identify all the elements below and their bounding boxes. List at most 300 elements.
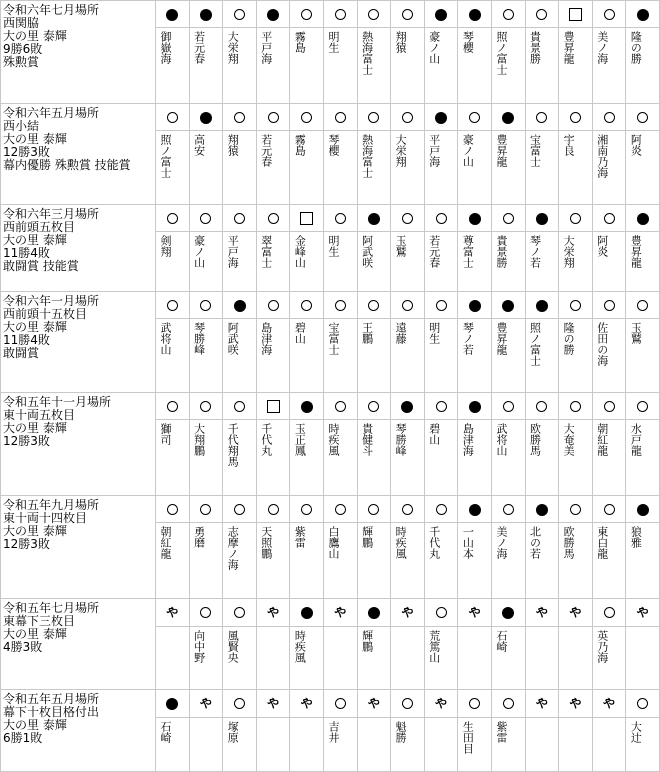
loss-mark — [167, 112, 178, 123]
day-result-cell — [290, 496, 324, 523]
opponent-name[interactable]: 湘南乃海 — [595, 134, 609, 178]
loss-mark — [503, 698, 514, 709]
basho-info-line: 西小結 — [3, 119, 40, 133]
opponent-name[interactable]: 千代翔馬 — [226, 423, 240, 467]
opponent-name[interactable]: 照ノ富士 — [528, 322, 542, 366]
opponent-cell — [491, 28, 525, 104]
loss-mark — [234, 607, 245, 618]
loss-mark — [604, 401, 615, 412]
loss-mark — [503, 401, 514, 412]
opponent-name[interactable]: 獅司 — [159, 423, 173, 445]
opponent-cell — [559, 232, 593, 292]
opponent-name[interactable]: 風賢央 — [226, 629, 240, 663]
day-result-cell — [592, 292, 626, 319]
opponent-name[interactable]: 隆の勝 — [562, 322, 576, 355]
opponent-name[interactable]: 狼雅 — [629, 526, 643, 548]
opponent-cell — [592, 28, 626, 104]
opponent-cell — [290, 626, 324, 690]
day-result-cell — [559, 205, 593, 232]
opponent-cell — [626, 319, 660, 393]
opponent-name[interactable]: 若元春 — [259, 134, 273, 167]
opponent-cell — [525, 523, 559, 599]
win-mark — [502, 300, 514, 312]
day-result-cell — [323, 393, 357, 420]
win-mark — [401, 401, 413, 413]
opponent-name[interactable]: 阿武咲 — [226, 322, 240, 355]
opponent-cell — [323, 319, 357, 393]
table-body — [1, 1, 660, 772]
yasumi-mark: や — [367, 696, 380, 711]
win-mark — [166, 698, 178, 710]
opponent-name[interactable]: 霧島 — [293, 134, 307, 156]
opponent-name[interactable]: 時疾風 — [326, 423, 340, 456]
opponent-cell — [559, 626, 593, 690]
opponent-cell — [458, 523, 492, 599]
opponent-cell — [223, 523, 257, 599]
opponent-name[interactable]: 明生 — [326, 31, 340, 53]
opponent-cell — [323, 28, 357, 104]
loss-mark — [268, 112, 279, 123]
opponent-name[interactable]: 紫雷 — [293, 526, 307, 548]
day-result-cell — [525, 292, 559, 319]
opponent-name[interactable]: 翠富士 — [259, 235, 273, 268]
day-result-cell — [424, 496, 458, 523]
opponent-cell — [626, 523, 660, 599]
opponent-name[interactable]: 大翔鵬 — [192, 423, 206, 456]
loss-mark — [637, 300, 648, 311]
loss-mark — [436, 607, 447, 618]
opponent-name[interactable]: 石崎 — [494, 629, 508, 652]
fusen-mark — [267, 400, 280, 413]
day-result-cell — [189, 393, 223, 420]
basho-info-line: 大の里 泰輝 — [3, 132, 67, 146]
loss-mark — [436, 213, 447, 224]
opponent-name[interactable]: 金峰山 — [293, 235, 307, 268]
loss-mark — [402, 112, 413, 123]
opponent-name[interactable]: 魁勝 — [394, 720, 408, 743]
opponent-cell — [626, 717, 660, 772]
day-result-cell — [156, 104, 190, 131]
opponent-name[interactable]: 荒篤山 — [427, 629, 441, 663]
yasumi-mark: や — [603, 696, 616, 711]
opponent-name[interactable]: 宝富士 — [326, 322, 340, 355]
opponent-name[interactable]: 輝鵬 — [360, 526, 374, 548]
opponent-cell — [559, 28, 593, 104]
basho-info-line: 大の里 泰輝 — [3, 29, 67, 43]
opponent-name[interactable]: 貴健斗 — [360, 423, 374, 456]
win-mark — [267, 9, 279, 21]
opponent-cell — [323, 131, 357, 205]
opponent-cell — [525, 717, 559, 772]
day-result-cell — [391, 205, 425, 232]
opponent-name[interactable]: 天照鵬 — [259, 526, 273, 559]
opponent-cell — [458, 319, 492, 393]
basho-result-row — [1, 292, 660, 319]
opponent-cell — [458, 28, 492, 104]
opponent-name[interactable]: 向中野 — [192, 629, 206, 663]
opponent-name[interactable]: 大栄翔 — [562, 235, 576, 268]
day-result-cell — [424, 292, 458, 319]
opponent-name[interactable]: 平戸海 — [427, 134, 441, 167]
day-result-cell — [391, 599, 425, 627]
basho-info-line: 12勝3敗 — [3, 145, 50, 159]
opponent-name[interactable]: 玉正鳳 — [293, 423, 307, 456]
opponent-name[interactable]: 碧山 — [427, 423, 441, 445]
opponent-name[interactable]: 熱海富士 — [360, 31, 374, 75]
opponent-cell — [323, 523, 357, 599]
opponent-name[interactable]: 朝紅龍 — [595, 423, 609, 456]
opponent-cell — [189, 232, 223, 292]
opponent-cell — [458, 131, 492, 205]
day-result-cell — [559, 393, 593, 420]
day-result-cell — [491, 393, 525, 420]
day-result-cell — [424, 1, 458, 28]
opponent-name[interactable]: 英乃海 — [595, 629, 609, 663]
loss-mark — [200, 401, 211, 412]
opponent-name[interactable]: 遠藤 — [394, 322, 408, 344]
loss-mark — [402, 504, 413, 515]
opponent-name[interactable]: 東白龍 — [595, 526, 609, 559]
day-result-cell — [391, 292, 425, 319]
day-result-cell — [458, 393, 492, 420]
basho-info-line: 大の里 泰輝 — [3, 627, 67, 641]
loss-mark — [604, 213, 615, 224]
opponent-cell — [156, 523, 190, 599]
opponent-cell — [491, 319, 525, 393]
opponent-name[interactable]: 阿炎 — [629, 134, 643, 156]
opponent-cell — [491, 131, 525, 205]
opponent-cell — [391, 420, 425, 496]
opponent-name[interactable]: 生田目 — [461, 720, 475, 754]
basho-result-row — [1, 496, 660, 523]
opponent-name[interactable]: 千代丸 — [427, 526, 441, 559]
basho-info-line: 令和六年三月場所 — [3, 207, 100, 221]
opponent-name[interactable]: 明生 — [326, 235, 340, 257]
opponent-name[interactable]: 一山本 — [461, 526, 475, 559]
opponent-name[interactable]: 阿炎 — [595, 235, 609, 257]
basho-info-line: 大の里 泰輝 — [3, 233, 67, 247]
opponent-name[interactable]: 若元春 — [427, 235, 441, 268]
day-result-cell — [323, 690, 357, 718]
opponent-name[interactable]: 平戸海 — [226, 235, 240, 268]
opponent-cell — [424, 420, 458, 496]
day-result-cell — [290, 599, 324, 627]
loss-mark — [234, 698, 245, 709]
basho-info-line: 大の里 泰輝 — [3, 718, 67, 732]
day-result-cell — [256, 205, 290, 232]
win-mark — [469, 504, 481, 516]
basho-info-cell — [1, 393, 156, 496]
basho-info-line: 大の里 泰輝 — [3, 320, 67, 334]
win-mark — [435, 112, 447, 124]
opponent-name[interactable]: 尊富士 — [461, 235, 475, 268]
opponent-name[interactable]: 武将山 — [159, 322, 173, 355]
opponent-cell — [592, 420, 626, 496]
day-result-cell — [424, 393, 458, 420]
opponent-cell — [290, 232, 324, 292]
loss-mark — [637, 112, 648, 123]
opponent-cell — [458, 232, 492, 292]
opponent-name[interactable]: 豪ノ山 — [461, 134, 475, 167]
loss-mark — [436, 504, 447, 515]
opponent-cell — [223, 626, 257, 690]
day-result-cell — [357, 292, 391, 319]
opponent-cell — [156, 717, 190, 772]
day-result-cell — [592, 496, 626, 523]
loss-mark — [234, 504, 245, 515]
opponent-name[interactable]: 大栄翔 — [226, 31, 240, 64]
yasumi-mark: や — [636, 605, 649, 620]
opponent-name[interactable]: 勇磨 — [192, 526, 206, 548]
day-result-cell — [491, 292, 525, 319]
opponent-name[interactable]: 明生 — [427, 322, 441, 344]
day-result-cell — [357, 599, 391, 627]
loss-mark — [570, 112, 581, 123]
opponent-name[interactable]: 琴ノ若 — [461, 322, 475, 355]
basho-result-row — [1, 599, 660, 627]
opponent-cell — [626, 626, 660, 690]
opponent-name[interactable]: 豊昇龍 — [562, 31, 576, 64]
opponent-name[interactable]: 剣翔 — [159, 235, 173, 257]
opponent-name[interactable]: 武将山 — [494, 423, 508, 456]
day-result-cell — [290, 1, 324, 28]
day-result-cell — [357, 393, 391, 420]
opponent-name[interactable]: 美ノ海 — [595, 31, 609, 64]
opponent-name[interactable]: 若元春 — [192, 31, 206, 64]
opponent-cell — [559, 420, 593, 496]
loss-mark — [335, 213, 346, 224]
opponent-name[interactable]: 石崎 — [159, 720, 173, 743]
opponent-name[interactable]: 豊昇龍 — [494, 134, 508, 167]
opponent-cell — [559, 717, 593, 772]
day-result-cell — [491, 690, 525, 718]
loss-mark — [301, 504, 312, 515]
opponent-name[interactable]: 隆の勝 — [629, 31, 643, 64]
opponent-name[interactable]: 宇良 — [562, 134, 576, 156]
opponent-cell — [559, 319, 593, 393]
day-result-cell — [290, 393, 324, 420]
opponent-name[interactable]: 琴櫻 — [461, 31, 475, 53]
opponent-cell — [189, 420, 223, 496]
loss-mark — [536, 9, 547, 20]
day-result-cell — [626, 205, 660, 232]
loss-mark — [570, 401, 581, 412]
day-result-cell — [458, 599, 492, 627]
opponent-name[interactable]: 琴櫻 — [326, 134, 340, 156]
basho-info-cell — [1, 104, 156, 205]
opponent-cell — [592, 232, 626, 292]
day-result-cell — [256, 393, 290, 420]
yasumi-mark: や — [199, 696, 212, 711]
day-result-cell — [559, 104, 593, 131]
loss-mark — [536, 401, 547, 412]
loss-mark — [167, 300, 178, 311]
day-result-cell — [391, 690, 425, 718]
basho-result-row — [1, 393, 660, 420]
opponent-name[interactable]: 翔猿 — [226, 134, 240, 156]
day-result-cell — [491, 599, 525, 627]
opponent-name[interactable]: 霧島 — [293, 31, 307, 53]
opponent-name[interactable]: 豪ノ山 — [192, 235, 206, 268]
day-result-cell — [592, 205, 626, 232]
opponent-cell — [357, 626, 391, 690]
loss-mark — [503, 213, 514, 224]
basho-info-line: 4勝3敗 — [3, 640, 43, 654]
day-result-cell — [189, 292, 223, 319]
opponent-cell — [189, 28, 223, 104]
opponent-name[interactable]: 大栄翔 — [394, 134, 408, 167]
opponent-name[interactable]: 貴景勝 — [494, 235, 508, 268]
opponent-cell — [223, 420, 257, 496]
opponent-cell — [458, 420, 492, 496]
opponent-cell — [592, 319, 626, 393]
day-result-cell — [323, 292, 357, 319]
basho-result-row — [1, 1, 660, 28]
loss-mark — [234, 401, 245, 412]
opponent-name[interactable]: 熱海富士 — [360, 134, 374, 178]
day-result-cell — [256, 690, 290, 718]
basho-info-line: 12勝3敗 — [3, 537, 50, 551]
yasumi-mark: や — [468, 605, 481, 620]
opponent-cell — [256, 319, 290, 393]
basho-info-line: 11勝4敗 — [3, 333, 50, 347]
opponent-name[interactable]: 照ノ富士 — [494, 31, 508, 75]
opponent-name[interactable]: 宝富士 — [528, 134, 542, 167]
opponent-name[interactable]: 高安 — [192, 134, 206, 156]
day-result-cell — [592, 1, 626, 28]
opponent-name[interactable]: 北の若 — [528, 526, 542, 559]
opponent-name[interactable]: 千代丸 — [259, 423, 273, 456]
win-mark — [469, 9, 481, 21]
opponent-name[interactable]: 塚原 — [226, 720, 240, 743]
opponent-cell — [256, 523, 290, 599]
day-result-cell — [491, 496, 525, 523]
loss-mark — [604, 300, 615, 311]
opponent-name[interactable]: 碧山 — [293, 322, 307, 344]
opponent-name[interactable]: 豊昇龍 — [494, 322, 508, 355]
opponent-name[interactable]: 平戸海 — [259, 31, 273, 64]
opponent-cell — [525, 420, 559, 496]
opponent-name[interactable]: 阿武咲 — [360, 235, 374, 268]
day-result-cell — [223, 1, 257, 28]
opponent-name[interactable]: 輝鵬 — [360, 629, 374, 652]
opponent-name[interactable]: 白鷹山 — [326, 526, 340, 559]
day-result-cell — [156, 1, 190, 28]
opponent-name[interactable]: 時疾風 — [293, 629, 307, 663]
opponent-cell — [189, 131, 223, 205]
opponent-cell — [391, 319, 425, 393]
opponent-name[interactable]: 紫雷 — [494, 720, 508, 743]
day-result-cell — [458, 292, 492, 319]
day-result-cell — [525, 393, 559, 420]
opponent-name[interactable]: 貴景勝 — [528, 31, 542, 64]
day-result-cell — [559, 496, 593, 523]
opponent-name[interactable]: 御嶽海 — [159, 31, 173, 64]
opponent-name[interactable]: 王鵬 — [360, 322, 374, 344]
day-result-cell — [592, 690, 626, 718]
opponent-name[interactable]: 欧勝馬 — [528, 423, 542, 456]
day-result-cell — [458, 104, 492, 131]
day-result-cell — [223, 205, 257, 232]
opponent-cell — [156, 131, 190, 205]
opponent-cell — [491, 626, 525, 690]
opponent-name[interactable]: 豪ノ山 — [427, 31, 441, 64]
basho-info-line: 12勝3敗 — [3, 434, 50, 448]
day-result-cell — [592, 599, 626, 627]
loss-mark — [234, 112, 245, 123]
day-result-cell — [626, 496, 660, 523]
opponent-cell — [424, 523, 458, 599]
opponent-name[interactable]: 翔猿 — [394, 31, 408, 53]
day-result-cell — [223, 104, 257, 131]
opponent-cell — [391, 717, 425, 772]
opponent-name[interactable]: 欧勝馬 — [562, 526, 576, 559]
opponent-name[interactable]: 時疾風 — [394, 526, 408, 559]
basho-info-line: 敢闘賞 技能賞 — [3, 259, 79, 273]
opponent-name[interactable]: 水戸龍 — [629, 423, 643, 456]
opponent-name[interactable]: 吉井 — [326, 720, 340, 743]
basho-info-cell — [1, 292, 156, 393]
opponent-name[interactable]: 島津海 — [461, 423, 475, 456]
win-mark — [301, 607, 313, 619]
basho-info-line: 西前頭十五枚目 — [3, 307, 88, 321]
opponent-name[interactable]: 琴勝峰 — [394, 423, 408, 456]
yasumi-mark: や — [334, 605, 347, 620]
opponent-cell — [189, 717, 223, 772]
opponent-name[interactable]: 大辻 — [629, 720, 643, 743]
yasumi-mark: や — [535, 696, 548, 711]
basho-info-line: 敢闘賞 — [3, 346, 40, 360]
opponent-cell — [357, 131, 391, 205]
opponent-name[interactable]: 朝紅龍 — [159, 526, 173, 559]
opponent-name[interactable]: 佐田の海 — [595, 322, 609, 366]
opponent-name[interactable]: 琴勝峰 — [192, 322, 206, 355]
opponent-name[interactable]: 照ノ富士 — [159, 134, 173, 178]
basho-info-line: 東幕下三枚目 — [3, 614, 76, 628]
loss-mark — [604, 504, 615, 515]
loss-mark — [570, 504, 581, 515]
opponent-name[interactable]: 玉鷲 — [629, 322, 643, 344]
loss-mark — [402, 698, 413, 709]
opponent-name[interactable]: 玉鷲 — [394, 235, 408, 257]
opponent-cell — [323, 232, 357, 292]
opponent-cell — [391, 131, 425, 205]
day-result-cell — [626, 104, 660, 131]
basho-info-line: 令和六年一月場所 — [3, 294, 100, 308]
opponent-name[interactable]: 大奄美 — [562, 423, 576, 456]
day-result-cell — [156, 599, 190, 627]
opponent-name[interactable]: 島津海 — [259, 322, 273, 355]
day-result-cell — [156, 690, 190, 718]
opponent-name[interactable]: 美ノ海 — [494, 526, 508, 559]
loss-mark — [637, 698, 648, 709]
day-result-cell — [223, 496, 257, 523]
basho-result-row — [1, 690, 660, 718]
basho-info-line: 西前頭五枚目 — [3, 220, 76, 234]
loss-mark — [604, 607, 615, 618]
day-result-cell — [357, 205, 391, 232]
loss-mark — [436, 401, 447, 412]
opponent-name[interactable]: 志摩ノ海 — [226, 526, 240, 570]
win-mark — [301, 401, 313, 413]
basho-result-row — [1, 104, 660, 131]
loss-mark — [335, 300, 346, 311]
opponent-name[interactable]: 豊昇龍 — [629, 235, 643, 268]
loss-mark — [167, 213, 178, 224]
day-result-cell — [256, 1, 290, 28]
day-result-cell — [156, 292, 190, 319]
opponent-name[interactable]: 琴ノ若 — [528, 235, 542, 268]
